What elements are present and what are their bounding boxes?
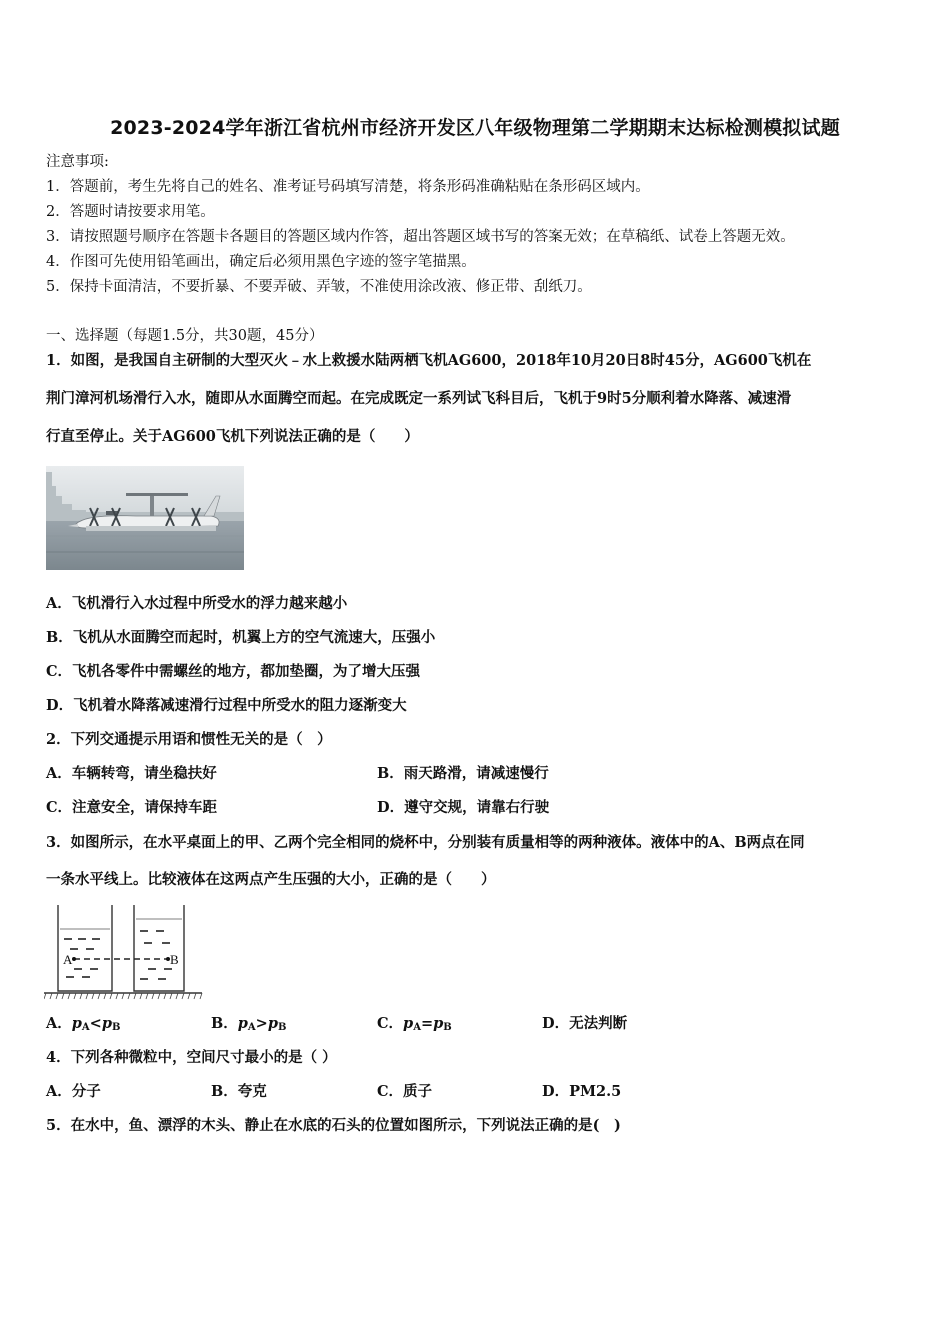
q4-option-d[interactable]: D．PM2.5 <box>542 1083 622 1100</box>
q3-option-b-s2: B <box>277 1022 287 1033</box>
q1-option-c[interactable]: C．飞机各零件中需螺丝的地方，都加垫圈，为了增大压强 <box>46 663 421 680</box>
q4-option-c[interactable]: C．质子 <box>377 1083 433 1100</box>
q3-option-b[interactable] <box>211 1015 286 1037</box>
section-heading: 一、选择题（每题1.5分，共30题，45分） <box>46 328 324 344</box>
page-title: 2023-2024学年浙江省杭州市经济开发区八年级物理第二学期期末达标检测模拟试题 <box>110 117 840 139</box>
q1-option-a[interactable]: A．飞机滑行入水过程中所受水的浮力越来越小 <box>46 595 348 612</box>
q3-option-c-p2: p <box>433 1015 444 1032</box>
notice-item: 1．答题前，考生先将自己的姓名、准考证号码填写清楚，将条形码准确粘贴在条形码区域内。 <box>46 179 650 195</box>
notice-item: 2．答题时请按要求用笔。 <box>46 204 215 220</box>
q4-option-b[interactable]: B．夸克 <box>211 1083 267 1100</box>
q1-stem-line: 行直至停止。关于AG600飞机下列说法正确的是（ ） <box>46 428 419 445</box>
q3-option-b-prefix: B． <box>211 1015 238 1032</box>
q3-option-b-p2: p <box>267 1015 278 1032</box>
q3-option-a-prefix: A． <box>46 1015 72 1032</box>
notice-heading: 注意事项: <box>46 154 109 170</box>
q3-option-a-p2: p <box>101 1015 112 1032</box>
q3-option-c-p1: p <box>403 1015 414 1032</box>
notice-item: 3．请按照题号顺序在答题卡各题目的答题区域内作答，超出答题区域书写的答案无效；在草稿纸、试卷上答题无效。 <box>46 229 795 245</box>
q2-option-c[interactable]: C．注意安全，请保持车距 <box>46 799 218 816</box>
notice-item: 5．保持卡面清洁，不要折暴、不要弄破、弄皱，不准使用涂改液、修正带、刮纸刀。 <box>46 279 592 295</box>
q1-option-b[interactable]: B．飞机从水面腾空而起时，机翼上方的空气流速大，压强小 <box>46 629 436 646</box>
q4-option-a[interactable]: A．分子 <box>46 1083 101 1100</box>
q3-option-a-p1: p <box>71 1015 82 1032</box>
q1-stem-line: 1．如图，是我国自主研制的大型灭火﹣水上救援水陆两栖飞机AG600，2018年10月20日8时45分，AG600飞机在 <box>46 352 812 369</box>
q3-option-b-p1: p <box>237 1015 248 1032</box>
q5-stem: 5．在水中，鱼、漂浮的木头、静止在水底的石头的位置如图所示，下列说法正确的是( ) <box>46 1117 621 1134</box>
q4-stem: 4．下列各种微粒中，空间尺寸最小的是（ ） <box>46 1049 337 1066</box>
q3-option-a[interactable] <box>46 1015 120 1037</box>
q2-option-a[interactable]: A．车辆转弯，请坐稳扶好 <box>46 765 217 782</box>
beakers-diagram <box>44 903 204 1001</box>
q3-stem-line: 3．如图所示，在水平桌面上的甲、乙两个完全相同的烧杯中，分别装有质量相等的两种液体。液体中的A、B两点在同 <box>46 834 805 851</box>
q3-option-c-rel: = <box>420 1015 434 1032</box>
point-b-label: B <box>170 952 179 967</box>
seaplane-photo <box>46 466 244 570</box>
q2-option-d[interactable]: D．遵守交规，请靠右行驶 <box>377 799 550 816</box>
q3-stem-line: 一条水平线上。比较液体在这两点产生压强的大小，正确的是（ ） <box>46 871 496 888</box>
q1-stem-line: 荆门漳河机场滑行入水，随即从水面腾空而起。在完成既定一系列试飞科目后，飞机于9时5分顺利着水降落、减速滑 <box>46 390 792 407</box>
q3-option-d[interactable] <box>542 1015 627 1033</box>
q3-option-c[interactable] <box>377 1015 452 1037</box>
q3-option-a-rel: < <box>89 1015 102 1032</box>
q3-option-a-s1: A <box>81 1022 90 1033</box>
q3-option-a-s2: B <box>111 1022 121 1033</box>
q3-option-d-text: 无法判断 <box>569 1015 628 1032</box>
q3-option-d-prefix: D． <box>542 1015 570 1032</box>
q2-option-b[interactable]: B．雨天路滑，请减速慢行 <box>377 765 549 782</box>
point-a-label: A <box>63 952 73 967</box>
notice-item: 4．作图可先使用铅笔画出，确定后必须用黑色字迹的签字笔描黑。 <box>46 254 476 270</box>
q3-option-c-s2: B <box>443 1022 452 1033</box>
q2-stem: 2．下列交通提示用语和惯性无关的是（ ） <box>46 731 332 748</box>
q3-option-b-s1: A <box>247 1022 256 1033</box>
q1-option-d[interactable]: D．飞机着水降落减速滑行过程中所受水的阻力逐渐变大 <box>46 697 407 714</box>
q3-option-b-rel: > <box>255 1015 268 1032</box>
q3-option-c-s1: A <box>413 1022 421 1033</box>
q3-option-c-prefix: C． <box>377 1015 404 1032</box>
